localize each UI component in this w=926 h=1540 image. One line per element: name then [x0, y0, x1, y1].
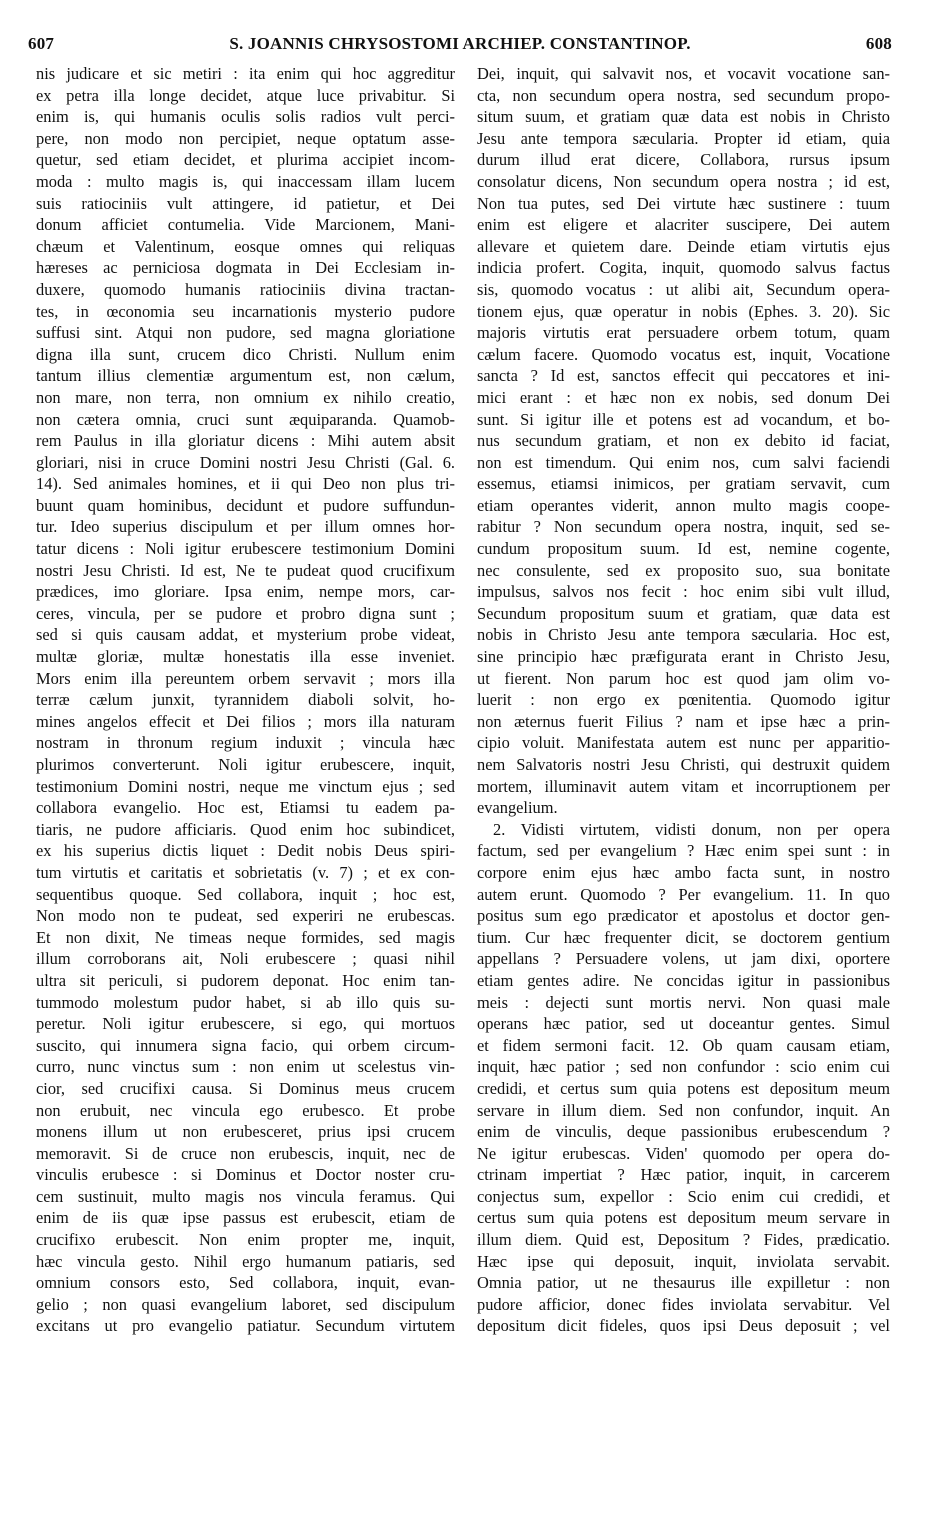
text-line: meis : dejecti sunt mortis nervi. Non quasi male: [477, 992, 890, 1012]
text-line: non erubuit, nec vincula ego erubesco. Et probe: [36, 1100, 455, 1120]
text-line: conjectus sum, expellor : Scio enim cui credidi, et: [477, 1186, 890, 1206]
text-line: pere, non modo non percipiet, neque optatum asse-: [36, 128, 455, 148]
text-line: tes, in œconomia seu incarnationis mysterio pudore: [36, 301, 455, 321]
text-line: pudore afficior, donec fides inviolata servabitur. Vel: [477, 1294, 890, 1314]
text-line: non mare, non terra, non omnium ex nihilo creatio,: [36, 387, 455, 407]
text-line: enim de vinculis, deque passionibus erubescendum ?: [477, 1122, 890, 1142]
text-line: illum diem. Quid est, Depositum ? Fides, prædicatio.: [477, 1230, 890, 1250]
text-line: tatur dicens : Noli igitur erubescere testimonium Domini: [36, 539, 455, 559]
text-line: ex his superius dictis liquet : Dedit nobis Deus spiri-: [36, 841, 455, 861]
text-line: tum virtutis et caritatis et sobrietatis (v. 7) ; et ex con-: [36, 862, 455, 882]
text-line: gloriari, nisi in cruce Domini nostri Jesu Christi (Gal. 6.: [36, 452, 455, 472]
text-line: enim is, qui humanis oculis solis radios vult perci-: [36, 107, 455, 127]
text-line: servare in illum diem. Sed non confundor, inquit. An: [477, 1100, 890, 1120]
text-line: operans hæc patior, sed ut doceantur gentes. Simul: [477, 1014, 890, 1034]
text-line: consolatur dicens, Non secundum opera nostra ; id est,: [477, 171, 890, 191]
text-line: monens illum ut non erubesceret, prius ipsi crucem: [36, 1122, 455, 1142]
text-line: nostri Jesu Christi. Id est, Ne te pudeat quod crucifixum: [36, 560, 455, 580]
running-header: [28, 34, 892, 58]
text-line: sunt. Si igitur ille et potens est ad vocandum, et bo-: [477, 409, 890, 429]
text-line: Jesu ante tempora sæcularia. Propter id etiam, quia: [477, 128, 890, 148]
text-line: durum illud erat dicere, Collabora, rursus ipsum: [477, 150, 890, 170]
text-line: enim de iis quæ ipse passus est erubescit, etiam de: [36, 1208, 455, 1228]
text-line: cta, non secundum opera nostra, sed secundum propo-: [477, 85, 890, 105]
page-number-left: 607: [28, 34, 55, 53]
text-line: multæ gloriæ, multæ honestatis illa esse inveniet.: [36, 647, 455, 667]
text-line: Ne igitur erubescas. Viden' quomodo per opera do-: [477, 1143, 890, 1163]
text-line: Dei, inquit, qui salvavit nos, et vocavit vocatione san-: [477, 64, 890, 83]
text-line: peretur. Noli igitur erubescere, si ego, qui mortuos: [36, 1014, 455, 1034]
text-line: ultra sit periculi, si pudorem deponat. Hoc enim tan-: [36, 970, 455, 990]
text-line: rem Paulus in illa gloriatur dicens : Mihi autem absit: [36, 431, 455, 451]
text-line: non est timendum. Qui enim nos, cum salvi faciendi: [477, 452, 890, 472]
text-line: nis judicare et sic metiri : ita enim qui hoc aggreditur: [36, 64, 455, 83]
text-line: nostram in thronum regium induxit ; vincula hæc: [36, 733, 455, 753]
text-line: mortem, illuminavit autem vitam et incorruptionem per: [477, 776, 890, 796]
text-line: autem erunt. Quomodo ? Per evangelium. 11. In quo: [477, 884, 890, 904]
text-line: cipio voluit. Manifestata autem est nunc per apparitio-: [477, 733, 890, 753]
text-line: nem Salvatoris nostri Jesu Christi, qui destruxit quidem: [477, 755, 890, 774]
text-line: appellans ? Persuadere volens, ut jam dixi, oportere: [477, 949, 890, 969]
text-line: tionem ejus, quæ operatur in nobis (Ephes. 3. 20). Sic: [477, 301, 890, 321]
text-line: chæum et Valentinum, eosque omnes qui reliquas: [36, 236, 455, 256]
text-line: situm suum, et gratiam quæ data est nobis in Christo: [477, 107, 890, 127]
text-line: luerit : non ergo ex pœnitentia. Quomodo igitur: [477, 690, 890, 710]
text-line: cundum propositum suum. Id est, nemine cogente,: [477, 539, 890, 559]
page-number-right: 608: [865, 34, 892, 53]
text-line: enim est eligere et alacriter suscipere, Dei autem: [477, 215, 890, 235]
running-title: S. JOANNIS CHRYSOSTOMI ARCHIEP. CONSTANTINOP.: [229, 34, 691, 53]
text-line: plurimos converterunt. Noli igitur erubescere, inquit,: [36, 755, 455, 774]
text-line: ctrinam impertiat ? Hæc patior, inquit, in carcerem: [477, 1165, 890, 1185]
text-line: ceres, vincula, per se pudore et probro digna sunt ;: [36, 603, 455, 623]
text-line: ut fierent. Non parum hoc est quod jam olim vo-: [477, 668, 890, 688]
text-line: Secundum propositum suum et gratiam, quæ data est: [477, 603, 890, 623]
text-line: inquit, hæc patior ; sed non confundor : scio enim cui: [477, 1057, 890, 1077]
text-line: positus sum ego prædicator et apostolus et doctor gen-: [477, 906, 890, 926]
text-line: certus sum quia potens est depositum meum servare in: [477, 1208, 890, 1228]
text-line: sis, quomodo vocatus : ut alibi ait, Secundum opera-: [477, 279, 890, 299]
text-line: testimonium Domini nostri, neque me vinctum ejus ; sed: [36, 776, 455, 796]
text-line: tummodo molestum pudor habet, si ab illo quis su-: [36, 992, 455, 1012]
text-line: etiam operantes viderit, annon multo magis coope-: [477, 495, 890, 515]
text-line: factum, sed per evangelium ? Hæc enim spei sunt : in: [477, 841, 890, 861]
text-line: nus secundum gratiam, et non ex debito id faciat,: [477, 431, 890, 451]
text-line: gelio ; non quasi evangelium laboret, sed discipulum: [36, 1294, 455, 1314]
text-line: Non tua putes, sed Dei virtute hæc sustinere : tuum: [477, 193, 890, 213]
text-line: memoravit. Si de cruce non erubescis, inquit, nec de: [36, 1143, 455, 1163]
text-line: indicia profert. Cogita, inquit, quomodo salvus factus: [477, 258, 890, 278]
text-line: Omnia patior, ut ne thesaurus ille expilletur : non: [477, 1273, 890, 1293]
text-line: buunt quam hominibus, decidunt et pudore suffundun-: [36, 495, 455, 515]
text-line: tiaris, ne pudore afficiaris. Quod enim hoc subindicet,: [36, 819, 455, 839]
text-line: 14). Sed animales homines, et ii qui Deo non plus tri-: [36, 474, 455, 494]
text-line: moda : multo magis is, qui inaccessam illam lucem: [36, 171, 455, 191]
text-line: etiam gentes adire. Ne concidas igitur in passionibus: [477, 970, 890, 990]
text-line: sancta ? Id est, sanctos effecit qui peccatores et ini-: [477, 366, 890, 386]
text-line: omnium consors esto, Sed collabora, inquit, evan-: [36, 1273, 455, 1293]
text-line: depositum dicit fideles, quos ipsi Deus deposuit ; vel: [477, 1316, 890, 1336]
text-line: impulsus, salvos nos fecit : hoc enim sibi vult illud,: [477, 582, 890, 602]
left-text-column: [36, 63, 455, 1528]
text-line: evangelium.: [477, 798, 558, 818]
text-line: credidi, et certus sum quia potens est depositum meum: [477, 1078, 890, 1098]
right-text-column: [477, 63, 890, 1528]
text-line: tium. Cur hæc frequenter dicit, se doctorem gentium: [477, 927, 890, 947]
text-line: sine principio hæc præfigurata erant in Christo Jesu,: [477, 647, 890, 667]
text-line: collabora evangelio. Hoc est, Etiamsi tu eadem pa-: [36, 798, 455, 818]
text-line: terræ cælum junxit, tyrannidem diaboli solvit, ho-: [36, 690, 455, 710]
text-line: excitans ut pro evangelio patiatur. Secundum virtutem: [36, 1316, 455, 1336]
text-line: rabitur ? Non secundum opera nostra, inquit, sed se-: [477, 517, 890, 537]
text-line: Mors enim illa pereuntem orbem servavit ; mors illa: [36, 668, 455, 688]
text-line: mines angelos effecit et Dei filios ; mors illa naturam: [36, 711, 455, 731]
text-line: Non modo non te pudeat, sed experiri ne erubescas.: [36, 906, 455, 926]
text-line: non cætera omnia, cruci sunt æquiparanda. Quamob-: [36, 409, 455, 429]
text-line: vinculis erubesce : si Dominus et Doctor noster cru-: [36, 1165, 455, 1185]
text-line: nec consulente, sed ex proposito suo, sua bonitate: [477, 560, 890, 580]
text-line: corpore enim ejus hæc ambo facta sunt, in nostro: [477, 862, 890, 882]
text-line: cior, sed crucifixi causa. Si Dominus meus crucem: [36, 1078, 455, 1098]
text-line: Hæc ipse qui deposuit, inquit, inviolata servabit.: [477, 1251, 890, 1271]
text-line: suis ratiociniis vult attingere, id patietur, et Dei: [36, 193, 455, 213]
text-line: curro, nunc vinctus sum : non enim ut scelestus vin-: [36, 1057, 455, 1077]
text-line: 2. Vidisti virtutem, vidisti donum, non per opera: [493, 819, 890, 839]
text-line: majoris virtutis erat persuadere orbem totum, quam: [477, 323, 890, 343]
text-line: suscito, qui innumera signa facio, qui orbem circum-: [36, 1035, 455, 1055]
text-line: tur. Ideo superius discipulum et per illum omnes hor-: [36, 517, 455, 537]
text-line: hæreses ac perniciosa dogmata in Dei Ecclesiam in-: [36, 258, 455, 278]
text-line: suffusi sint. Atqui non pudore, sed magna gloriatione: [36, 323, 455, 343]
text-line: duxere, quomodo humanis ratiociniis divina tractan-: [36, 279, 455, 299]
text-line: nobis in Christo Jesu ante tempora sæcularia. Hoc est,: [477, 625, 890, 645]
column-gutter: [466, 66, 467, 1526]
text-line: donum afficiet contumelia. Vide Marcionem, Mani-: [36, 215, 455, 235]
text-line: essemus, etiamsi inimicos, per gratiam servavit, cum: [477, 474, 890, 494]
text-line: ex petra illa longe decidet, atque luce privabitur. Si: [36, 85, 455, 105]
text-line: Et non dixit, Ne timeas neque formides, sed magis: [36, 927, 455, 947]
text-line: sequentibus quoque. Sed collabora, inquit ; hoc est,: [36, 884, 455, 904]
text-line: cælum facere. Quomodo vocatus est, inquit, Vocatione: [477, 344, 890, 364]
text-line: et fidem sermoni facit. 12. Ob quam causam etiam,: [477, 1035, 890, 1055]
text-line: tantum illius clementiæ argumentum est, non cælum,: [36, 366, 455, 386]
text-line: non æternus fuerit Filius ? nam et ipse hæc a prin-: [477, 711, 890, 731]
text-line: prædices, imo gloriare. Ipsa enim, nempe mors, car-: [36, 582, 455, 602]
text-line: quetur, sed etiam decidet, et plurima accipiet incom-: [36, 150, 455, 170]
text-line: digna illa sunt, crucem dico Christi. Nullum enim: [36, 344, 455, 364]
text-line: mici erant : et hæc non ex nobis, sed donum Dei: [477, 387, 890, 407]
text-line: sed si quis causam addat, et mysterium probe videat,: [36, 625, 455, 645]
text-line: illum corroborans ait, Noli erubescere ; quasi nihil: [36, 949, 455, 969]
text-line: crucifixo erubescit. Non enim propter me, inquit,: [36, 1230, 455, 1250]
text-line: allevare et quietem dare. Deinde etiam virtutis ejus: [477, 236, 890, 256]
text-line: hæc vincula gesto. Nihil ergo humanum patiaris, sed: [36, 1251, 455, 1271]
text-line: cem sustinuit, multo magis nos vincula feramus. Qui: [36, 1186, 455, 1206]
